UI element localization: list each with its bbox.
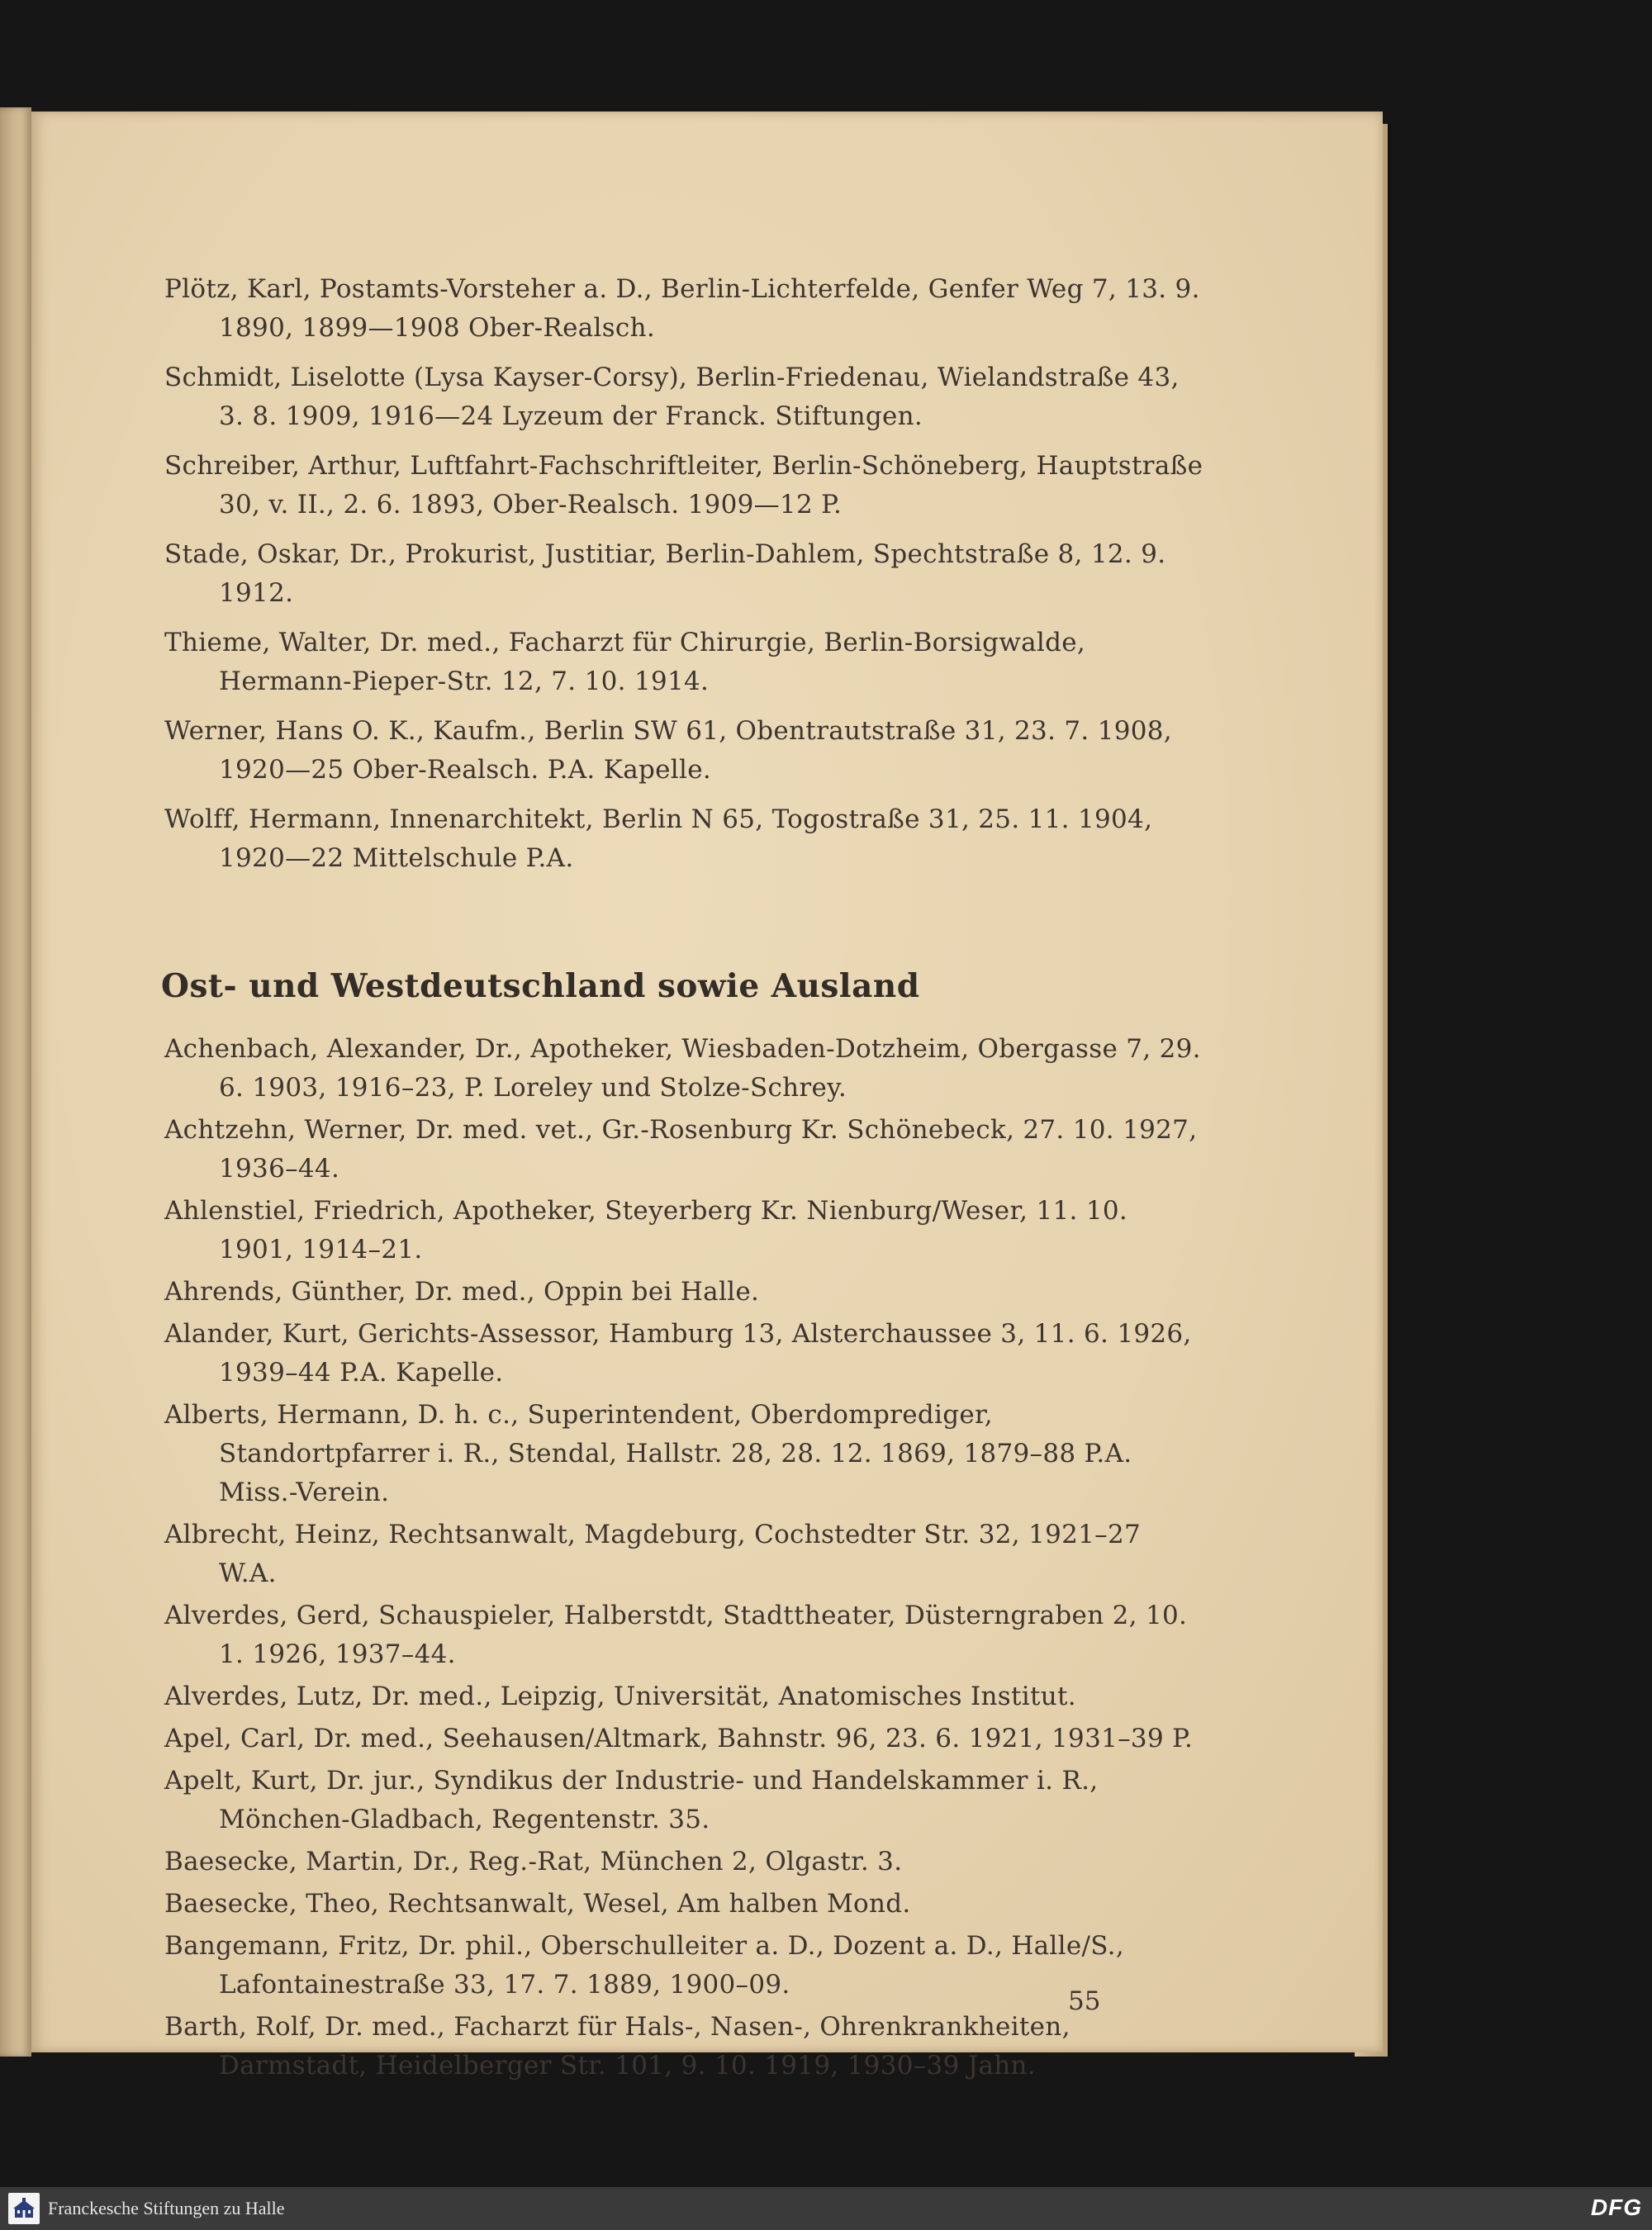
institution-link[interactable]: Franckesche Stiftungen zu Halle [48,2198,285,2218]
entry-list-berlin [164,270,1205,889]
list-item: Alberts, Hermann, D. h. c., Superintendent, Oberdomprediger, Standortpfarrer i. R., Stendal, Hallstr. 28, 28. 12. 1869, 1879–88 P.A. Miss.-Verein. [164,1400,1132,1507]
list-item: Plötz, Karl, Postamts-Vorsteher a. D., Berlin-Lichterfelde, Genfer Weg 7, 13. 9. 1890, 1899—1908 Ober-Realsch. [164,274,1200,343]
list-item: Stade, Oskar, Dr., Prokurist, Justitiar, Berlin-Dahlem, Spechtstraße 8, 12. 9. 1912. [164,539,1166,608]
list-item: Alverdes, Lutz, Dr. med., Leipzig, Universität, Anatomisches Institut. [164,1682,1076,1711]
list-item: Apel, Carl, Dr. med., Seehausen/Altmark, Bahnstr. 96, 23. 6. 1921, 1931–39 P. [164,1724,1194,1753]
section-heading: Ost- und Westdeutschland sowie Ausland [161,967,920,1005]
list-item: Achtzehn, Werner, Dr. med. vet., Gr.-Rosenburg Kr. Schönebeck, 27. 10. 1927, 1936–44. [164,1115,1198,1184]
list-item: Achenbach, Alexander, Dr., Apotheker, Wiesbaden-Dotzheim, Obergasse 7, 29. 6. 1903, 1916–23, P. Loreley und Stolze-Schrey. [164,1034,1201,1103]
entry-list-ost-west-ausland [164,1030,1205,2089]
page-number: 55 [1068,1986,1101,2016]
list-item: Werner, Hans O. K., Kaufm., Berlin SW 61, Obentrautstraße 31, 23. 7. 1908, 1920—25 Ober-Realsch. P.A. Kapelle. [164,716,1172,785]
list-item: Apelt, Kurt, Dr. jur., Syndikus der Industrie- und Handelskammer i. R., Mönchen-Gladbach, Regentenstr. 35. [164,1766,1099,1834]
list-item: Alander, Kurt, Gerichts-Assessor, Hamburg 13, Alsterchaussee 3, 11. 6. 1926, 1939–44 P.A. Kapelle. [164,1319,1192,1388]
list-item: Bangemann, Fritz, Dr. phil., Oberschulleiter a. D., Dozent a. D., Halle/S., Lafontainestraße 33, 17. 7. 1889, 1900–09. [164,1931,1124,2000]
list-item: Baesecke, Theo, Rechtsanwalt, Wesel, Am halben Mond. [164,1889,911,1919]
list-item: Ahlenstiel, Friedrich, Apotheker, Steyerberg Kr. Nienburg/Weser, 11. 10. 1901, 1914–21. [164,1196,1128,1264]
dfg-logo[interactable]: DFG [1590,2194,1642,2220]
francke-foundation-logo-icon[interactable] [8,2193,40,2224]
orphanage-building-icon [12,2196,36,2221]
list-item: Wolff, Hermann, Innenarchitekt, Berlin N 65, Togostraße 31, 25. 11. 1904, 1920—22 Mittelschule P.A. [164,804,1153,873]
list-item: Alverdes, Gerd, Schauspieler, Halberstdt, Stadttheater, Düsterngraben 2, 10. 1. 1926, 1937–44. [164,1601,1188,1669]
viewer-footer [0,2187,1652,2230]
facing-page-edge [0,107,31,2057]
list-item: Albrecht, Heinz, Rechtsanwalt, Magdeburg, Cochstedter Str. 32, 1921–27 W.A. [164,1520,1142,1588]
list-item: Thieme, Walter, Dr. med., Facharzt für Chirurgie, Berlin-Borsigwalde, Hermann-Pieper-Str. 12, 7. 10. 1914. [164,628,1086,696]
list-item: Ahrends, Günther, Dr. med., Oppin bei Halle. [164,1277,760,1307]
list-item: Baesecke, Martin, Dr., Reg.-Rat, München 2, Olgastr. 3. [164,1847,903,1877]
book-page [31,112,1383,2081]
list-item: Schreiber, Arthur, Luftfahrt-Fachschriftleiter, Berlin-Schöneberg, Hauptstraße 30, v. II., 2. 6. 1893, Ober-Realsch. 1909—12 P. [164,451,1203,520]
list-item: Schmidt, Liselotte (Lysa Kayser-Corsy), Berlin-Friedenau, Wielandstraße 43, 3. 8. 1909, 1916—24 Lyzeum der Franck. Stiftungen. [164,363,1180,431]
list-item: Barth, Rolf, Dr. med., Facharzt für Hals-, Nasen-, Ohrenkrankheiten, Darmstadt, Heidelberger Str. 101, 9. 10. 1919, 1930–39 Jahn. [164,2012,1070,2081]
